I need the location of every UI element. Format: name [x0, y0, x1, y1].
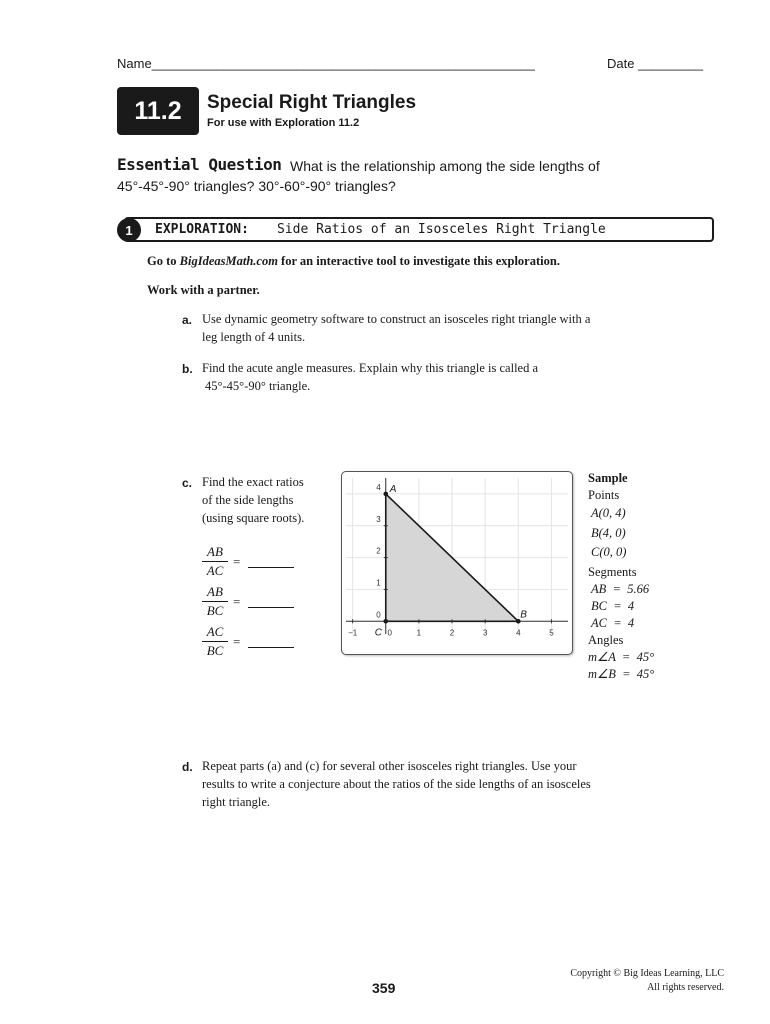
item-c-letter: c.	[182, 476, 193, 490]
ratio-3-numerator: AC	[202, 624, 228, 642]
work-instruction: Work with a partner.	[147, 283, 260, 297]
essential-question-line-1: What is the relationship among the side lengths of	[290, 158, 600, 174]
exploration-label: EXPLORATION:	[155, 222, 249, 237]
item-d-line-2: results to write a conjecture about the ratios of the side lengths of an isosceles	[202, 777, 591, 791]
item-a-line-2: leg length of 4 units.	[202, 330, 306, 344]
date-blank[interactable]: _________	[638, 56, 704, 71]
sample-point-b: B(4, 0)	[591, 525, 626, 540]
ratio-1-denominator: AC	[206, 563, 224, 578]
item-a-letter: a.	[182, 313, 193, 327]
sample-points-label: Points	[588, 488, 620, 502]
section-title: Special Right Triangles	[207, 92, 417, 113]
item-b-line-2: 45°-45°-90° triangle.	[205, 379, 311, 393]
coordinate-graph-panel	[341, 471, 573, 655]
x-tick-label: 2	[449, 628, 455, 638]
sample-angle-b: m∠B = 45°	[588, 666, 655, 681]
page-number: 359	[372, 980, 396, 996]
exploration-number-badge: 1	[117, 218, 141, 242]
essential-question-label: Essential Question	[117, 155, 282, 174]
item-a-text	[202, 310, 652, 346]
item-c-line-3: (using square roots).	[202, 511, 305, 525]
sample-segments-label: Segments	[588, 564, 637, 579]
section-number-badge: 11.2	[117, 87, 199, 135]
x-tick-label: 5	[549, 628, 554, 638]
item-c-text	[202, 473, 342, 527]
ratio-ab-bc	[202, 584, 228, 619]
sample-point-a: A(0, 4)	[591, 506, 626, 520]
x-tick-label: −1	[348, 628, 358, 638]
ratio-2-numerator: AB	[202, 584, 228, 602]
item-a-line-1: Use dynamic geometry software to construct an isosceles right triangle with a	[202, 312, 591, 326]
rights-line: All rights reserved.	[647, 982, 724, 993]
sample-point-c: C(0, 0)	[591, 545, 627, 559]
sample-title: Sample	[588, 471, 628, 485]
item-c-line-2: of the side lengths	[202, 493, 294, 507]
sample-panel	[588, 470, 718, 683]
sample-segment-ac: AC = 4	[591, 615, 635, 630]
ratio-1-equals: =	[233, 554, 241, 569]
ratio-3-answer-blank[interactable]	[248, 647, 294, 648]
x-tick-label: 4	[516, 628, 521, 638]
item-b-text	[202, 359, 652, 395]
goto-instruction	[147, 254, 560, 269]
y-tick-label: 1	[376, 578, 381, 588]
copyright-notice	[526, 967, 724, 995]
date-field	[607, 56, 703, 71]
ratio-2-answer-blank[interactable]	[248, 607, 294, 608]
sample-angle-a: m∠A = 45°	[588, 649, 655, 664]
date-label: Date	[607, 56, 635, 71]
item-b-letter: b.	[182, 362, 193, 376]
ratio-ab-ac	[202, 544, 228, 579]
section-subtitle: For use with Exploration 11.2	[207, 117, 360, 129]
item-d-text	[202, 757, 672, 811]
sample-segment-ab: AB = 5.66	[591, 581, 650, 596]
point-label-a: A	[389, 483, 397, 495]
copyright-line: Copyright © Big Ideas Learning, LLC	[570, 968, 724, 979]
item-d-line-1: Repeat parts (a) and (c) for several other isosceles right triangles. Use your	[202, 759, 577, 773]
item-c-line-1: Find the exact ratios	[202, 475, 304, 489]
point-c	[383, 619, 388, 624]
name-label: Name	[117, 56, 152, 71]
sample-segment-bc: BC = 4	[591, 598, 635, 613]
y-tick-label: 2	[376, 546, 381, 556]
point-label-c: C	[374, 627, 382, 639]
y-tick-label: 4	[376, 482, 381, 492]
ratio-1-answer-blank[interactable]	[248, 567, 294, 568]
ratio-1-numerator: AB	[202, 544, 228, 562]
y-tick-label: 3	[376, 514, 381, 524]
y-tick-label: 0	[376, 610, 381, 620]
name-blank[interactable]: _____________________________________________________	[151, 56, 535, 71]
ratio-ac-bc	[202, 624, 228, 659]
ratio-2-equals: =	[233, 594, 241, 609]
x-tick-label: 1	[416, 628, 422, 638]
x-tick-label: 0	[387, 628, 392, 638]
coordinate-graph	[342, 472, 572, 654]
point-label-b: B	[520, 609, 527, 621]
goto-suffix: for an interactive tool to investigate this exploration.	[281, 254, 560, 268]
ratio-3-denominator: BC	[206, 643, 224, 658]
sample-angles-label: Angles	[588, 632, 624, 647]
item-d-line-3: right triangle.	[202, 795, 271, 809]
point-a	[383, 492, 388, 497]
item-b-line-1: Find the acute angle measures. Explain why this triangle is called a	[202, 361, 539, 375]
x-tick-label: 3	[482, 628, 488, 638]
exploration-title: Side Ratios of an Isosceles Right Triangle	[277, 222, 606, 237]
item-d-letter: d.	[182, 760, 193, 774]
ratio-2-denominator: BC	[206, 603, 224, 618]
name-field	[117, 56, 535, 71]
ratio-3-equals: =	[233, 634, 241, 649]
goto-prefix: Go to	[147, 254, 177, 268]
goto-site-link[interactable]: BigIdeasMath.com	[179, 254, 278, 268]
essential-question-line-2: 45°-45°-90° triangles? 30°-60°-90° triangles?	[117, 178, 396, 194]
